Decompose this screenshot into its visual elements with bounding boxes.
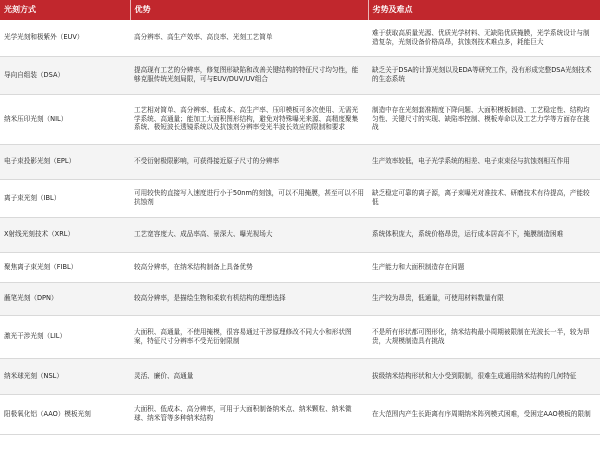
- cell-method: 纳米球光刻（NSL）: [0, 358, 130, 394]
- cell-method: 电子束投影光刻（EPL）: [0, 144, 130, 179]
- table-row: [0, 20, 600, 56]
- cell-cons: 生产较为昂贵，低通量，可使用材料数量有限: [368, 282, 600, 315]
- cell-pros: 不受衍射极限影响，可获得接近原子尺寸的分辨率: [130, 144, 368, 179]
- cell-method: 聚焦离子束光刻（FIBL）: [0, 252, 130, 282]
- header-pros: 优势: [130, 0, 368, 20]
- cell-method: 光学光刻和极紫外（EUV）: [0, 20, 130, 56]
- table-row: [0, 252, 600, 282]
- cell-pros: 工艺相对简单、高分辨率、低成本、高生产率、压印模板可多次使用、无需光学系统、高通量；能加工大面积图形结构，避免对特殊曝光来源、高精度聚集系统、极短波长透镜系统以及抗蚀剂分辨率受光半波长效应的限制和要求: [130, 94, 368, 144]
- cell-method: 纳米压印光刻（NIL）: [0, 94, 130, 144]
- cell-cons: 缺乏关于DSA的计算光刻以及EDA等研究工作，没有形成完整DSA光刻技术的生态系统: [368, 56, 600, 94]
- cell-method: 导向自组装（DSA）: [0, 56, 130, 94]
- cell-method: 激光干涉光刻（LIL）: [0, 315, 130, 358]
- table-row: [0, 56, 600, 94]
- cell-cons: 生产效率较低，电子光学系统的相差、电子束束径与抗蚀剂相互作用: [368, 144, 600, 179]
- table-row: [0, 94, 600, 144]
- cell-cons: 难于获取高质量光源、优质光学材料、无缺陷优质掩膜，光学系统设计与制造复杂，光刻设备价格高昂，抗蚀剂技术难点多，耗能巨大: [368, 20, 600, 56]
- cell-pros: 工艺宽容度大、成品率高、景深大、曝光视场大: [130, 217, 368, 252]
- cell-method: 离子束光刻（IBL）: [0, 179, 130, 217]
- cell-pros: 提高现有工艺的分辨率，修复图形缺陷和改善关键结构的特征尺寸均匀性，能够克服传统光刻局限，可与EUV/DUV/UV组合: [130, 56, 368, 94]
- table-row: [0, 179, 600, 217]
- cell-cons: 拔级纳米结构形状和大小受到限制，很难生成通用纳米结构的几何特征: [368, 358, 600, 394]
- table-row: [0, 358, 600, 394]
- table-row: [0, 144, 600, 179]
- cell-cons: 制造中存在光刻套准精度下降问题、大面积模板制造、工艺稳定性、结构均匀性、关键尺寸的实现、缺陷率控制、模板寿命以及工艺力学等方面存在挑战: [368, 94, 600, 144]
- cell-cons: 系统体积庞大，系统价格昂贵，运行成本居高不下，掩膜制造困难: [368, 217, 600, 252]
- cell-pros: 较高分辨率，在纳米结构制备上具备优势: [130, 252, 368, 282]
- table-row: [0, 217, 600, 252]
- cell-method: 蘸笔光刻（DPN）: [0, 282, 130, 315]
- cell-cons: 缺乏稳定可靠的离子源，离子束曝光对准技术、研磨技术有待提高，产能较低: [368, 179, 600, 217]
- cell-pros: 高分辨率、高生产效率、高良率、光刻工艺简单: [130, 20, 368, 56]
- cell-method: 阳极氧化铝（AAO）模板光刻: [0, 394, 130, 434]
- table-header: [0, 0, 600, 20]
- header-cons: 劣势及难点: [368, 0, 600, 20]
- header-method: 光刻方式: [0, 0, 130, 20]
- table-body: [0, 20, 600, 434]
- cell-pros: 大面积、低成本、高分辨率，可用于大面积制备纳米点、纳米颗粒、纳米微球、纳米管等多种纳米结构: [130, 394, 368, 434]
- cell-method: X射线光刻技术（XRL）: [0, 217, 130, 252]
- cell-pros: 大面积、高通量，不使用掩模，很容易通过干涉原理修改不同大小和形状图案，特征尺寸分辨率不受光衍射限制: [130, 315, 368, 358]
- cell-cons: 不是所有形状都可图形化，纳米结构最小周期被限制在光波长一半，较为昂贵，大规模制造具有挑战: [368, 315, 600, 358]
- table-row: [0, 315, 600, 358]
- cell-pros: 可用较快的直接写入速度进行小于50nm的刻蚀，可以不用掩膜，甚至可以不用抗蚀剂: [130, 179, 368, 217]
- table-row: [0, 282, 600, 315]
- cell-pros: 较高分辨率，是描绘生物和柔软有机结构的理想选择: [130, 282, 368, 315]
- table-row: [0, 394, 600, 434]
- cell-cons: 在大范围内产生长距离有序周期纳米阵列模式困难，受困定AAO模板的限制: [368, 394, 600, 434]
- cell-cons: 生产能力和大面积制造存在问题: [368, 252, 600, 282]
- cell-pros: 灵活、廉价、高通量: [130, 358, 368, 394]
